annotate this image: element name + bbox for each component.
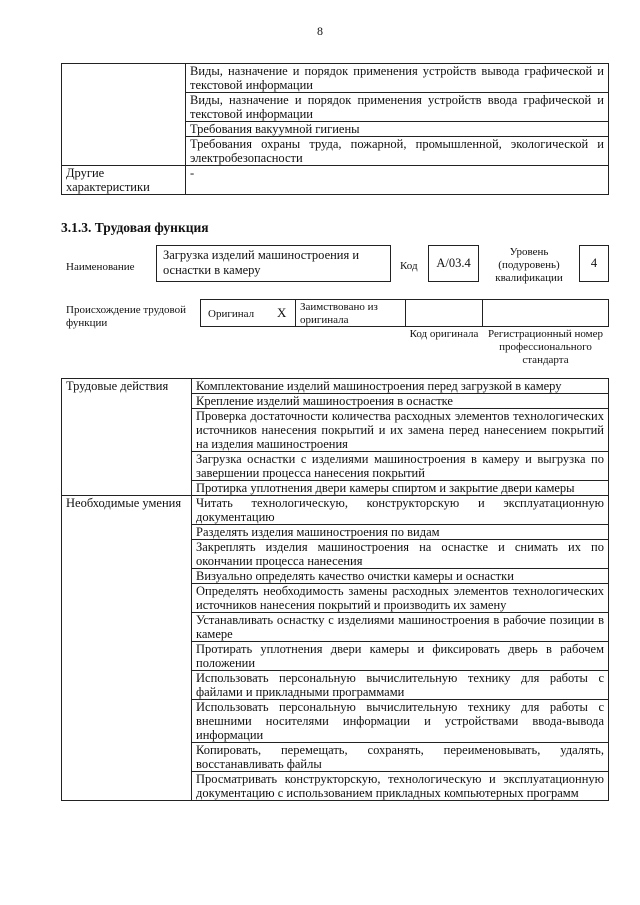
page-number: 8	[317, 24, 323, 38]
skill-item: Просматривать конструкторскую, технологическую и эксплуатационную документацию с использованием прикладных компьютерных программ	[192, 772, 609, 801]
origin-label: Происхождение трудовой функции	[66, 304, 187, 329]
skill-item: Использовать персональную вычислительную технику для работы с внешними носителями информации и устройствами ввода-вывода информации	[192, 700, 609, 743]
origin-code-caption: Код оригинала	[409, 328, 479, 340]
reg-number-caption: Регистрационный номер профессионального стандарта	[487, 328, 604, 366]
skill-item: Читать технологическую, конструкторскую и эксплуатационную документацию	[192, 496, 609, 525]
knowledge-item: Требования вакуумной гигиены	[186, 122, 609, 137]
skill-item: Копировать, перемещать, сохранять, переименовывать, удалять, восстанавливать файлы	[192, 743, 609, 772]
action-item: Комплектование изделий машиностроения перед загрузкой в камеру	[192, 379, 609, 394]
skill-item: Закреплять изделия машиностроения на оснастке и снимать их по окончании процесса нанесения	[192, 540, 609, 569]
knowledge-item: Требования охраны труда, пожарной, промышленной, экологической и электробезопасности	[186, 137, 609, 166]
skills-label: Необходимые умения	[62, 496, 192, 801]
action-item: Протирка уплотнения двери камеры спиртом и закрытие двери камеры	[192, 481, 609, 496]
origin-code-box	[405, 299, 483, 327]
function-name-box: Загрузка изделий машиностроения и оснастки в камеру	[156, 245, 391, 282]
original-label: Оригинал	[208, 308, 255, 320]
code-label: Код	[400, 260, 418, 272]
borrowed-box: Заимствовано из оригинала	[295, 299, 406, 327]
knowledge-item: Виды, назначение и порядок применения устройств вывода графической и текстовой информации	[186, 64, 609, 93]
skill-item: Использовать персональную вычислительную технику для работы с файлами и прикладными программами	[192, 671, 609, 700]
knowledge-table	[61, 63, 609, 195]
skill-item: Определять необходимость замены расходных элементов технологических источников нанесения покрытий и производить их замену	[192, 584, 609, 613]
table-row	[62, 166, 609, 195]
level-box: 4	[579, 245, 609, 282]
skill-item: Протирать уплотнения двери камеры и фиксировать дверь в рабочем положении	[192, 642, 609, 671]
level-label: Уровень (подуровень) квалификации	[495, 246, 563, 284]
action-item: Крепление изделий машиностроения в оснастке	[192, 394, 609, 409]
original-box	[200, 299, 296, 327]
action-item: Проверка достаточности количества расходных элементов технологических источников нанесения покрытий и их замена перед нанесением покрытий на изделия машиностроения	[192, 409, 609, 452]
skill-item: Визуально определять качество очистки камеры и оснастки	[192, 569, 609, 584]
reg-number-box	[482, 299, 609, 327]
table-row	[62, 64, 609, 93]
section-title: 3.1.3. Трудовая функция	[61, 220, 209, 235]
skill-item: Устанавливать оснастку с изделиями машиностроения в рабочие позиции в камере	[192, 613, 609, 642]
name-label: Наименование	[66, 261, 135, 273]
other-characteristics-value: -	[186, 166, 609, 195]
code-box: А/03.4	[428, 245, 479, 282]
table-row	[62, 496, 609, 525]
labor-function-table	[61, 378, 609, 801]
knowledge-item: Виды, назначение и порядок применения устройств ввода графической и текстовой информации	[186, 93, 609, 122]
other-characteristics-label: Другие характеристики	[62, 166, 186, 195]
empty-label-cell	[62, 64, 186, 166]
table-row	[62, 379, 609, 394]
action-item: Загрузка оснастки с изделиями машиностроения в камеру и выгрузка по завершении процесса нанесения покрытий	[192, 452, 609, 481]
original-mark: X	[277, 305, 287, 320]
actions-label: Трудовые действия	[62, 379, 192, 496]
skill-item: Разделять изделия машиностроения по видам	[192, 525, 609, 540]
